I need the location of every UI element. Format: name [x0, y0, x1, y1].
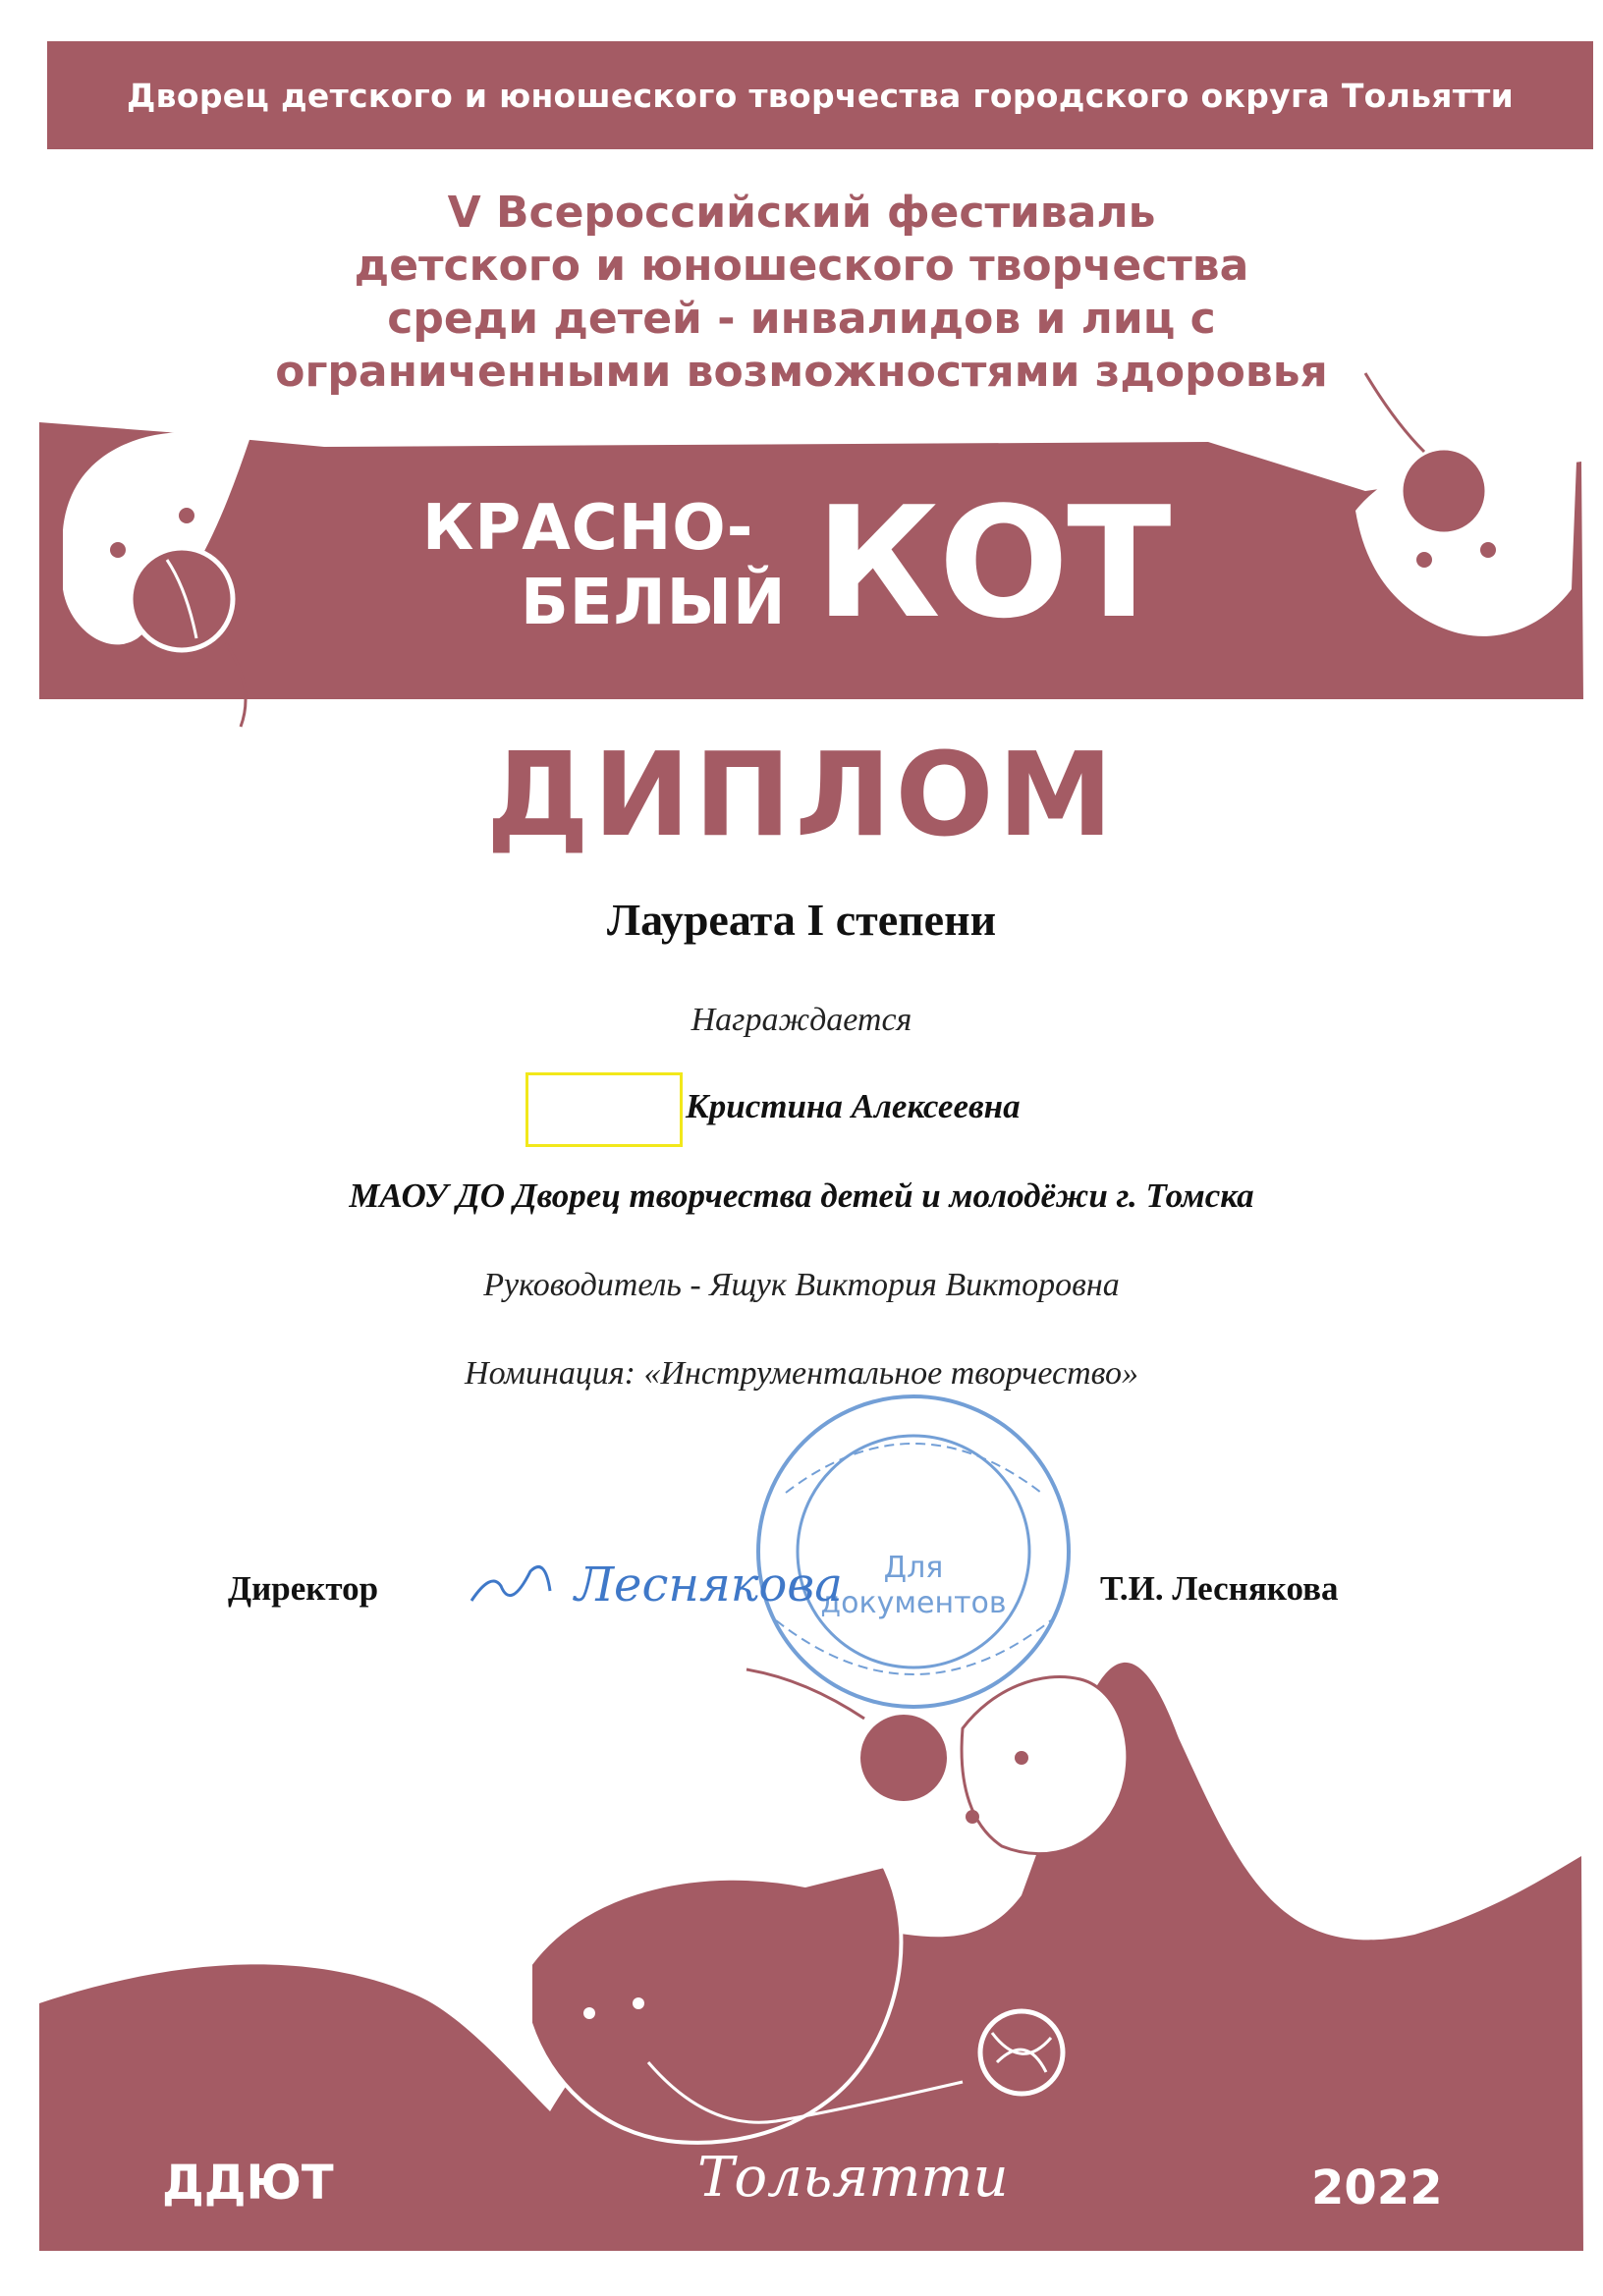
handwritten-signature	[471, 1558, 843, 1613]
festival-title-line: детского и юношеского творчества	[354, 241, 1249, 291]
official-stamp	[758, 1396, 1069, 1707]
diploma-title: ДИПЛОМ	[485, 727, 1118, 862]
organizer-name: Дворец детского и юношеского творчества городского округа Тольятти	[126, 76, 1515, 115]
stamp-text-line-2: документов	[820, 1586, 1007, 1620]
festival-title-line: V Всероссийский фестиваль	[447, 188, 1156, 238]
supervisor: Руководитель - Ящук Виктория Викторовна	[483, 1267, 1120, 1303]
logo-line-2: БЕЛЫЙ	[521, 567, 787, 639]
footer-year: 2022	[1311, 2160, 1443, 2215]
logo-kot: КОТ	[815, 473, 1170, 652]
logo-line-1: КРАСНО-	[422, 492, 754, 565]
nomination: Номинация: «Инструментальное творчество»	[465, 1355, 1138, 1392]
footer-city: Тольятти	[697, 2146, 1009, 2210]
stamp-text-line-1: Для	[883, 1551, 944, 1585]
footer-abbreviation: ДДЮТ	[162, 2156, 334, 2211]
recipient-name: Кристина Алексеевна	[686, 1087, 1021, 1125]
institution: МАОУ ДО Дворец творчества детей и молодёжи г. Томска	[349, 1176, 1254, 1215]
festival-title-line: ограниченными возможностями здоровья	[275, 347, 1328, 397]
festival-title-line: среди детей - инвалидов и лиц с	[387, 294, 1216, 344]
director-name: Т.И. Леснякова	[1100, 1569, 1339, 1608]
awarded-label: Награждается	[691, 1002, 912, 1038]
signature-scrawl: Леснякова	[575, 1558, 843, 1613]
director-label: Директор	[228, 1569, 379, 1608]
diploma-degree: Лауреата I степени	[606, 895, 997, 945]
